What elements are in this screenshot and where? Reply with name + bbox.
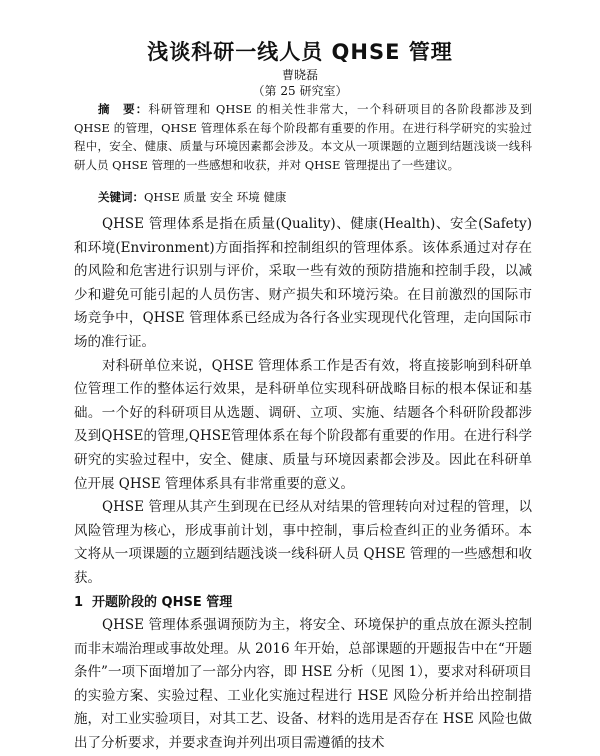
- abstract-label: 摘 要：: [98, 102, 149, 116]
- body-paragraph-1: QHSE 管理体系是指在质量(Quality)、健康(Health)、安全(Safety)和环境(Environment)方面指挥和控制组织的管理体系。该体系通过对存在的风险和危害进行识别与评价，采取一些有效的预防措施和控制手段，以减少和避免可能引起的人员伤害、财产损失和环境污染。在目前激烈的国际市场竞争中，QHSE 管理体系已经成为各行各业实现现代化管理，走向国际市场的准行证。: [74, 216, 532, 350]
- section-1-title: 开题阶段的 QHSE 管理: [92, 594, 233, 610]
- keywords-label: 关键词：: [98, 190, 144, 204]
- body-paragraph-3: QHSE 管理从其产生到现在已经从对结果的管理转向对过程的管理，以风险管理为核心，形成事前计划，事中控制，事后检查纠正的业务循环。本文将从一项课题的立题到结题浅谈一线科研人员 QHSE 管理的一些感想和收获。: [74, 499, 532, 586]
- abstract-block: [74, 100, 532, 174]
- section-1-heading: [74, 591, 532, 615]
- section-1-number: 1: [74, 594, 84, 610]
- abstract-text: 科研管理和 QHSE 的相关性非常大，一个科研项目的各阶段都涉及到 QHSE 的管理，QHSE 管理体系在每个阶段都有重要的作用。在进行科学研究的实验过程中，安全、健康、质量与环境因素都会涉及。本文从一项课题的立题到结题浅谈一线科研人员 QHSE 管理的一些感想和收获，并对 QHSE 管理提出了一些建议。: [74, 102, 532, 172]
- body-text: [74, 213, 532, 756]
- paper-title: 浅谈科研一线人员 QHSE 管理: [147, 40, 453, 64]
- body-paragraph-2: 对科研单位来说，QHSE 管理体系工作是否有效，将直接影响到科研单位管理工作的整体运行效果，是科研单位实现科研战略目标的根本保证和基础。一个好的科研项目从选题、调研、立项、实施、结题各个科研阶段都涉及到QHSE的管理,QHSE管理体系在每个阶段都有重要的作用。在进行科学研究的实验过程中，安全、健康、质量与环境因素都会涉及。因此在科研单位开展 QHSE 管理体系具有非常重要的意义。: [74, 357, 532, 492]
- author-name: 曹晓磊: [281, 68, 318, 82]
- section-1-paragraph: QHSE 管理体系强调预防为主，将安全、环境保护的重点放在源头控制而非末端治理或事故处理。从 2016 年开始，总部课题的开题报告中在“开题条件”一项下面增加了一部分内容，即 HSE 分析（见图 1），要求对科研项目的实验方案、实验过程、工业化实施过程进行 HSE 风险分析并给出控制措施，对工业实验项目，对其工艺、设备、材料的选用是否存在 HSE 风险也做出了分析要求，并要求查询并列出项目需遵循的技术: [74, 617, 532, 752]
- keywords-text: QHSE 质量 安全 环境 健康: [144, 190, 287, 204]
- affiliation: （第 25 研究室）: [252, 84, 348, 98]
- abstract-paragraph: [74, 100, 532, 174]
- keywords-line: [98, 189, 286, 205]
